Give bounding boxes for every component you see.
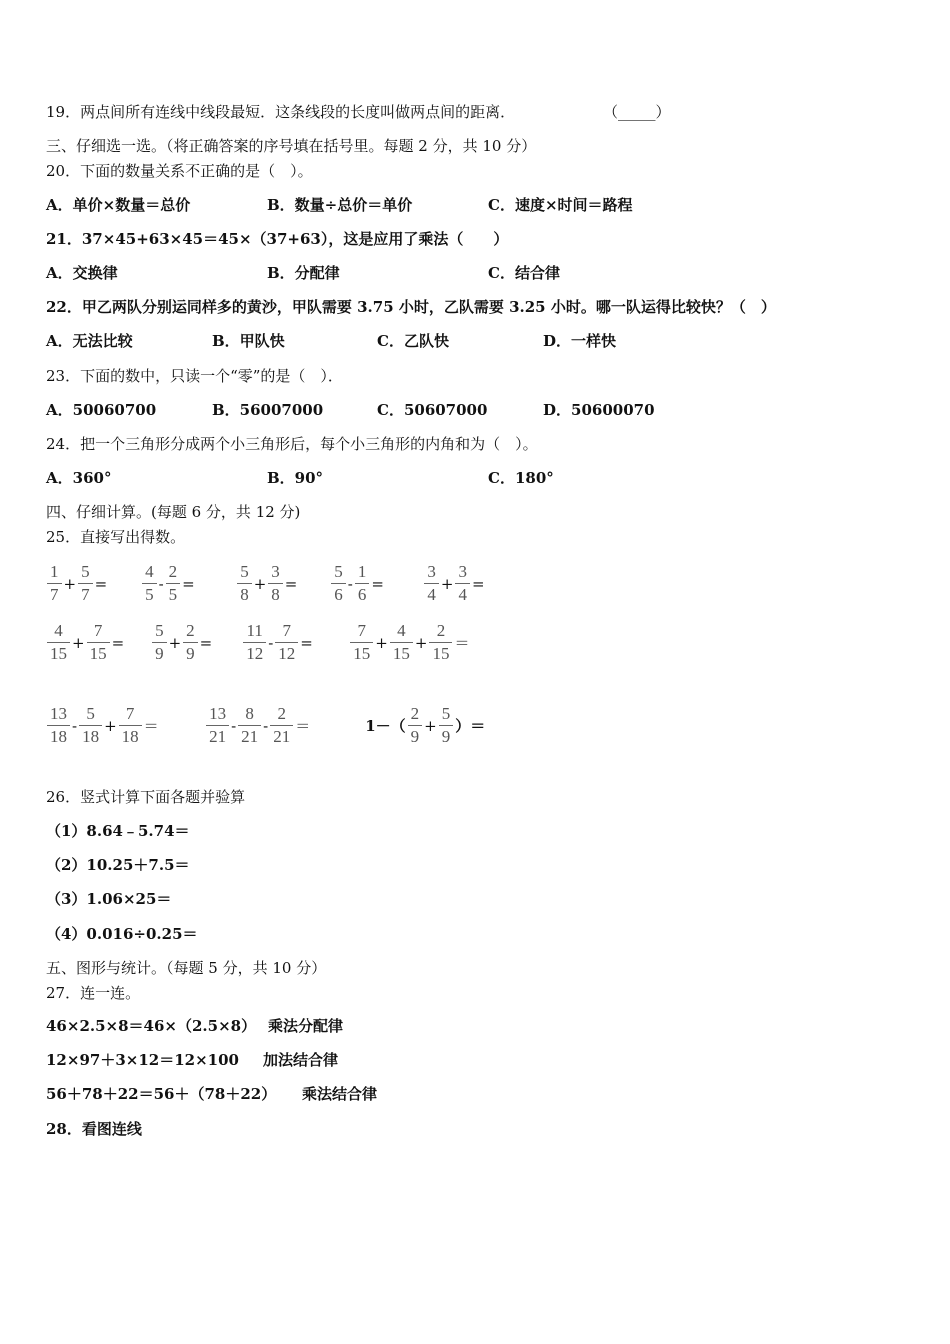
q25-text: 25．直接写出得数。	[46, 528, 186, 546]
numerator: 1	[355, 561, 370, 584]
denominator: 7	[50, 585, 59, 604]
q25-expr	[242, 620, 344, 665]
operator: =	[199, 633, 213, 652]
operator: -	[268, 633, 274, 652]
numerator: 13	[47, 703, 70, 726]
operator: -	[347, 574, 353, 593]
q25-expr	[330, 561, 418, 606]
operator: 1－（	[365, 717, 406, 735]
operator: ＝	[143, 717, 159, 735]
numerator: 4	[47, 620, 70, 643]
operator: ＝	[454, 634, 470, 652]
fraction	[439, 703, 454, 748]
fraction	[47, 620, 70, 665]
denominator: 21	[241, 727, 259, 746]
q22-option-a[interactable]: A．无法比较	[46, 332, 133, 350]
fraction	[350, 620, 373, 665]
fraction	[429, 620, 452, 665]
operator: +	[104, 716, 117, 735]
denominator: 5	[168, 585, 178, 604]
fraction	[166, 561, 181, 606]
operator: =	[284, 574, 298, 593]
operator: +	[414, 633, 428, 652]
fraction	[455, 561, 470, 606]
denominator: 9	[441, 727, 451, 746]
operator: +	[253, 574, 267, 593]
q24-text: 24．把一个三角形分成两个小三角形后，每个小三角形的内角和为（ ）。	[46, 435, 538, 453]
q25-row-1	[46, 561, 486, 606]
operator: =	[300, 633, 313, 652]
q27-text: 27．连一连。	[46, 984, 141, 1002]
q27-left-3[interactable]: 56＋78＋22＝56＋（78＋22）	[46, 1085, 277, 1103]
numerator: 7	[119, 703, 142, 726]
fraction	[78, 561, 93, 606]
q19-answer-blank[interactable]: （_____）	[603, 103, 671, 121]
denominator: 12	[246, 644, 264, 663]
fraction	[47, 561, 62, 606]
numerator: 5	[439, 703, 454, 726]
denominator: 18	[82, 727, 100, 746]
operator: =	[371, 574, 384, 593]
q27-right-3[interactable]: 乘法结合律	[302, 1085, 378, 1103]
q23-option-c[interactable]: C．50607000	[377, 401, 488, 419]
q22-option-d[interactable]: D．一样快	[543, 332, 617, 350]
denominator: 7	[81, 585, 90, 604]
q25-expr	[423, 561, 485, 606]
numerator: 4	[390, 620, 413, 643]
numerator: 11	[243, 620, 266, 643]
numerator: 4	[142, 561, 157, 584]
operator: =	[471, 574, 485, 593]
q25-row-2	[46, 620, 470, 665]
q21-option-b[interactable]: B．分配律	[267, 264, 340, 282]
q25-expr	[141, 561, 231, 606]
denominator: 18	[121, 727, 139, 746]
q25-expr	[364, 703, 486, 748]
operator: ）＝	[455, 717, 486, 735]
numerator: 5	[152, 620, 167, 643]
q25-expr	[46, 703, 200, 748]
numerator: 3	[268, 561, 283, 584]
fraction	[142, 561, 157, 606]
q25-expr	[349, 620, 470, 665]
q20-text: 20．下面的数量关系不正确的是（ ）。	[46, 162, 313, 180]
section-4-heading: 四、仔细计算。(每题 6 分，共 12 分)	[46, 503, 301, 521]
denominator: 15	[353, 644, 371, 663]
q24-option-b[interactable]: B．90°	[267, 469, 324, 487]
operator: -	[231, 716, 237, 735]
fraction	[237, 561, 252, 606]
fraction	[268, 561, 283, 606]
fraction	[119, 703, 142, 748]
denominator: 6	[357, 585, 367, 604]
fraction	[424, 561, 439, 606]
fraction	[206, 703, 229, 748]
operator: =	[182, 574, 195, 593]
q22-option-b[interactable]: B．甲队快	[212, 332, 285, 350]
numerator: 5	[331, 561, 346, 584]
fraction	[47, 703, 70, 748]
numerator: 3	[455, 561, 470, 584]
operator: +	[424, 716, 437, 735]
q28-text: 28．看图连线	[46, 1120, 142, 1138]
fraction	[238, 703, 261, 748]
numerator: 2	[429, 620, 452, 643]
q26-text: 26．竖式计算下面各题并验算	[46, 788, 246, 806]
denominator: 8	[271, 585, 280, 604]
q25-expr	[46, 561, 136, 606]
denominator: 15	[50, 644, 67, 663]
numerator: 5	[237, 561, 252, 584]
q20-option-c[interactable]: C．速度×时间＝路程	[488, 196, 633, 214]
numerator: 5	[78, 561, 93, 584]
q26-item-2: （2）10.25＋7.5＝	[46, 856, 190, 874]
numerator: 7	[87, 620, 110, 643]
denominator: 15	[432, 644, 450, 663]
fraction	[390, 620, 413, 665]
q21-option-c[interactable]: C．结合律	[488, 264, 560, 282]
fraction	[183, 620, 198, 665]
numerator: 1	[47, 561, 62, 584]
numerator: 2	[408, 703, 423, 726]
numerator: 5	[79, 703, 102, 726]
operator: +	[440, 574, 454, 593]
operator: ＝	[295, 717, 311, 735]
operator: =	[111, 633, 125, 652]
q25-expr	[236, 561, 325, 606]
denominator: 15	[89, 644, 107, 663]
fraction	[87, 620, 110, 665]
numerator: 2	[166, 561, 181, 584]
denominator: 4	[458, 585, 467, 604]
section-3-heading: 三、仔细选一选。（将正确答案的序号填在括号里。每题 2 分，共 10 分）	[46, 137, 537, 155]
denominator: 4	[427, 585, 436, 604]
q25-row-3	[46, 703, 486, 748]
q21-option-a[interactable]: A．交换律	[46, 264, 118, 282]
fraction	[355, 561, 370, 606]
q26-item-4: （4）0.016÷0.25＝	[46, 925, 198, 943]
numerator: 8	[238, 703, 261, 726]
denominator: 18	[50, 727, 67, 746]
numerator: 2	[183, 620, 198, 643]
operator: -	[263, 716, 269, 735]
denominator: 9	[155, 644, 164, 663]
fraction	[152, 620, 167, 665]
q27-left-2[interactable]: 12×97＋3×12＝12×100	[46, 1051, 239, 1069]
q26-item-3: （3）1.06×25＝	[46, 890, 172, 908]
denominator: 21	[273, 727, 291, 746]
fraction	[270, 703, 293, 748]
denominator: 21	[209, 727, 227, 746]
q25-expr	[205, 703, 359, 748]
section-5-heading: 五、图形与统计。（每题 5 分，共 10 分）	[46, 959, 327, 977]
denominator: 8	[240, 585, 249, 604]
q23-option-b[interactable]: B．56007000	[212, 401, 324, 419]
denominator: 5	[145, 585, 154, 604]
q23-option-a[interactable]: A．50060700	[46, 401, 157, 419]
q23-option-d[interactable]: D．50600070	[543, 401, 655, 419]
q22-text: 22．甲乙两队分别运同样多的黄沙，甲队需要 3.75 小时，乙队需要 3.25 小时。哪一队运得比较快？（ ）	[46, 298, 776, 316]
denominator: 9	[410, 727, 420, 746]
q26-item-1: （1）8.64﹣5.74＝	[46, 822, 190, 840]
q21-text: 21．37×45+63×45＝45×（37+63），这是应用了乘法（ ）	[46, 230, 509, 248]
numerator: 3	[424, 561, 439, 584]
denominator: 15	[392, 644, 410, 663]
fraction	[243, 620, 266, 665]
q22-option-c[interactable]: C．乙队快	[377, 332, 449, 350]
numerator: 13	[206, 703, 229, 726]
operator: -	[158, 574, 164, 593]
numerator: 7	[350, 620, 373, 643]
fraction	[408, 703, 423, 748]
q24-option-c[interactable]: C．180°	[488, 469, 554, 487]
q27-left-1[interactable]: 46×2.5×8＝46×（2.5×8）	[46, 1017, 257, 1035]
fraction	[331, 561, 346, 606]
numerator: 7	[275, 620, 298, 643]
numerator: 2	[270, 703, 293, 726]
q24-option-a[interactable]: A．360°	[46, 469, 112, 487]
q27-right-1[interactable]: 乘法分配律	[268, 1017, 344, 1035]
q19-text: 19．两点间所有连线中线段最短．这条线段的长度叫做两点间的距离．	[46, 103, 516, 121]
operator: =	[94, 574, 108, 593]
denominator: 12	[278, 644, 296, 663]
denominator: 6	[334, 585, 343, 604]
operator: +	[375, 633, 388, 652]
q25-expr	[151, 620, 237, 665]
operator: +	[168, 633, 182, 652]
fraction	[79, 703, 102, 748]
q20-option-b[interactable]: B．数量÷总价＝单价	[267, 196, 413, 214]
operator: +	[63, 574, 77, 593]
fraction	[275, 620, 298, 665]
q23-text: 23．下面的数中，只读一个“零”的是（ ）．	[46, 367, 343, 385]
operator: -	[72, 716, 78, 735]
q20-option-a[interactable]: A．单价×数量＝总价	[46, 196, 191, 214]
operator: +	[72, 633, 85, 652]
q25-expr	[46, 620, 146, 665]
denominator: 9	[186, 644, 195, 663]
q27-right-2[interactable]: 加法结合律	[263, 1051, 339, 1069]
